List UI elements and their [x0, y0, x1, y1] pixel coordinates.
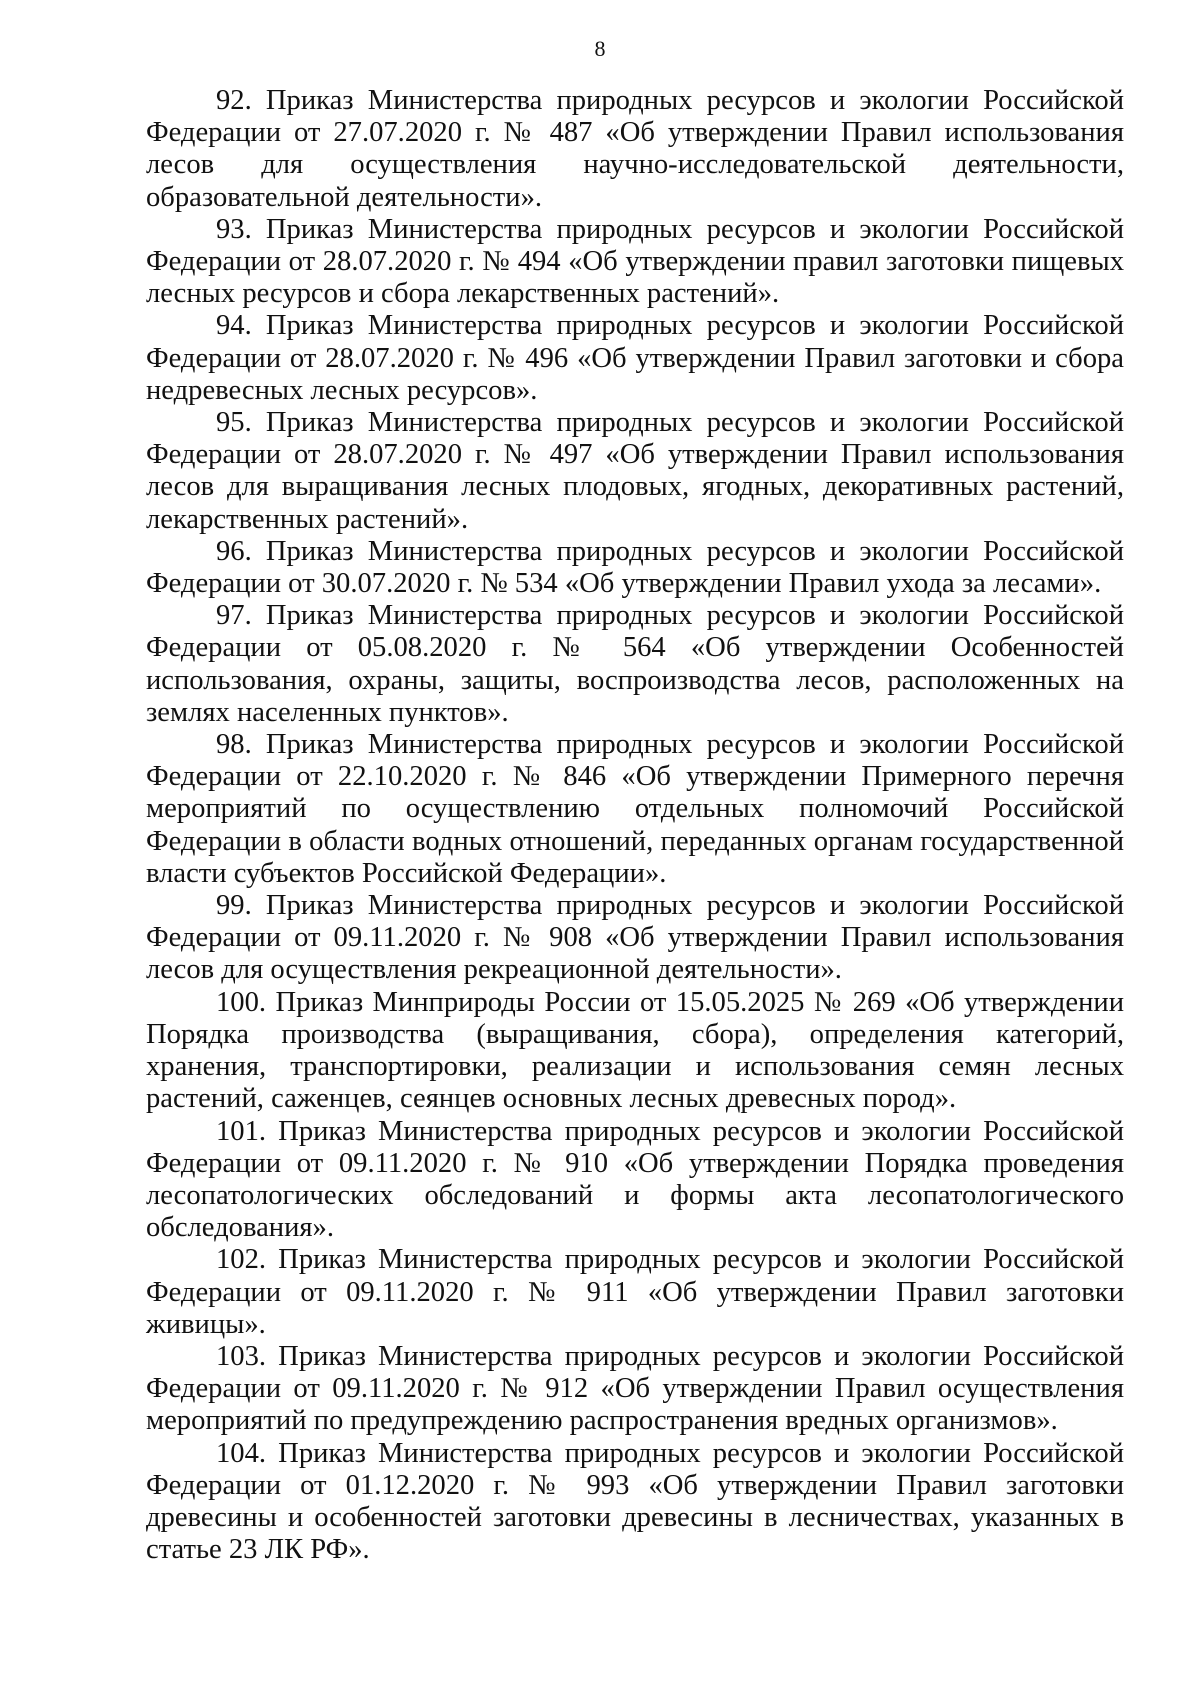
list-item-93: 93. Приказ Министерства природных ресурсов и экологии Российской Федерации от 28.07.2020 г. № 494 «Об утверждении правил заготовки пищевых лесных ресурсов и сбора лекарственных растений». — [146, 213, 1124, 310]
list-item-96: 96. Приказ Министерства природных ресурсов и экологии Российской Федерации от 30.07.2020 г. № 534 «Об утверждении Правил ухода за лесами». — [146, 535, 1124, 600]
list-item-103: 103. Приказ Министерства природных ресурсов и экологии Российской Федерации от 09.11.2020 г. № 912 «Об утверждении Правил осуществления мероприятий по предупреждению распространения вредных организмов». — [146, 1340, 1124, 1437]
list-item-104: 104. Приказ Министерства природных ресурсов и экологии Российской Федерации от 01.12.2020 г. № 993 «Об утверждении Правил заготовки древесины и особенностей заготовки древесины в лесничествах, указанных в статье 23 ЛК РФ». — [146, 1437, 1124, 1566]
document-body — [146, 85, 1124, 1566]
list-item-97: 97. Приказ Министерства природных ресурсов и экологии Российской Федерации от 05.08.2020 г. № 564 «Об утверждении Особенностей использования, охраны, защиты, воспроизводства лесов, расположенных на землях населенных пунктов». — [146, 600, 1124, 728]
list-item-98: 98. Приказ Министерства природных ресурсов и экологии Российской Федерации от 22.10.2020 г. № 846 «Об утверждении Примерного перечня мероприятий по осуществлению отдельных полномочий Российской Федерации в области водных отношений, переданных органам государственной власти субъектов Российской Федерации». — [146, 729, 1124, 889]
list-item-94: 94. Приказ Министерства природных ресурсов и экологии Российской Федерации от 28.07.2020 г. № 496 «Об утверждении Правил заготовки и сбора недревесных лесных ресурсов». — [146, 310, 1124, 406]
list-item-102: 102. Приказ Министерства природных ресурсов и экологии Российской Федерации от 09.11.2020 г. № 911 «Об утверждении Правил заготовки живицы». — [146, 1244, 1124, 1340]
list-item-92: 92. Приказ Министерства природных ресурсов и экологии Российской Федерации от 27.07.2020 г. № 487 «Об утверждении Правил использования лесов для осуществления научно-исследовательской деятельности, образовательной деятельности». — [146, 85, 1124, 213]
list-item-95: 95. Приказ Министерства природных ресурсов и экологии Российской Федерации от 28.07.2020 г. № 497 «Об утверждении Правил использования лесов для выращивания лесных плодовых, ягодных, декоративных растений, лекарственных растений». — [146, 407, 1124, 535]
list-item-100: 100. Приказ Минприроды России от 15.05.2025 № 269 «Об утверждении Порядка производства (выращивания, сбора), определения категорий, хранения, транспортировки, реализации и использования семян лесных растений, саженцев, сеянцев основных лесных древесных пород». — [146, 986, 1124, 1115]
page-number: 8 — [594, 36, 606, 61]
list-item-101: 101. Приказ Министерства природных ресурсов и экологии Российской Федерации от 09.11.2020 г. № 910 «Об утверждении Порядка проведения лесопатологических обследований и формы акта лесопатологического обследования». — [146, 1115, 1124, 1244]
list-item-99: 99. Приказ Министерства природных ресурсов и экологии Российской Федерации от 09.11.2020 г. № 908 «Об утверждении Правил использования лесов для осуществления рекреационной деятельности». — [146, 890, 1124, 986]
